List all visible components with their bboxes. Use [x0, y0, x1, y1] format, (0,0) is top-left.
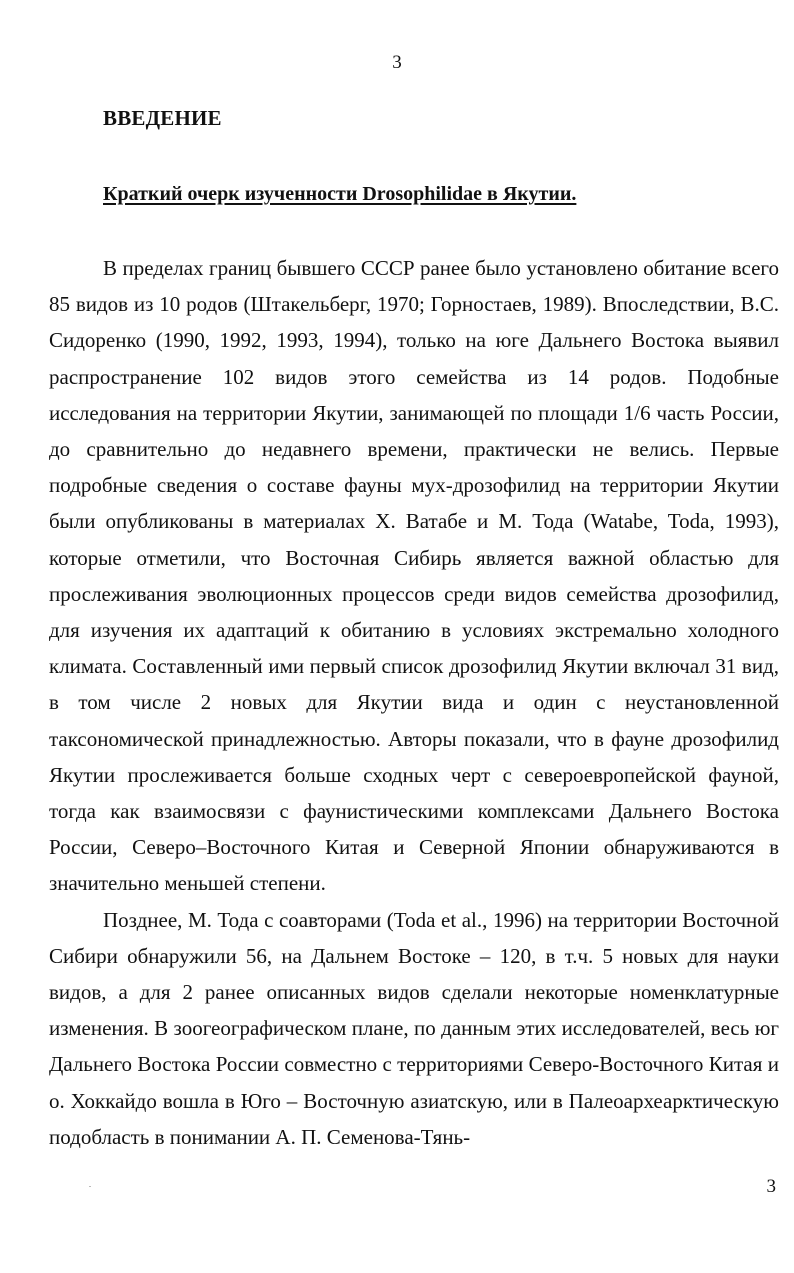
- paragraph-1: В пределах границ бывшего СССР ранее было установлено обитание всего 85 видов из 10 родов (Штакельберг, 1970; Горностаев, 1989). Впоследствии, В.С. Сидоренко (1990, 1992, 1993, 1994), только на юге Дальнего Востока выявил распространение 102 видов этого семейства из 14 родов. Подобные исследования на территории Якутии, занимающей по площади 1/6 часть России, до сравнительно до недавнего времени, практически не велись. Первые подробные сведения о составе фауны мух-дрозофилид на территории Якутии были опубликованы в материалах Х. Ватабе и М. Тода (Watabe, Toda, 1993), которые отметили, что Восточная Сибирь является важной областью для прослеживания эволюционных процессов среди видов семейства дрозофилид, для изучения их адаптаций к обитанию в условиях экстремально холодного климата. Составленный ими первый список дрозофилид Якутии включал 31 вид, в том числе 2 новых для Якутии вида и один с неустановленной таксономической принадлежностью. Авторы показали, что в фауне дрозофилид Якутии прослеживается больше сходных черт с североевропейской фауной, тогда как взаимосвязи с фаунистическими комплексами Дальнего Востока России, Северо–Восточного Китая и Северной Японии обнаруживаются в значительно меньшей степени.: [49, 256, 779, 896]
- scan-speck: [89, 1186, 91, 1187]
- body-text: [49, 250, 779, 1155]
- page-number-top: 3: [392, 52, 402, 73]
- paragraph-2: Позднее, М. Тода с соавторами (Toda et al., 1996) на территории Восточной Сибири обнаружили 56, на Дальнем Востоке – 120, в т.ч. 5 новых для науки видов, а для 2 ранее описанных видов сделали некоторые номенклатурные изменения. В зоогеографическом плане, по данным этих исследователей, весь юг Дальнего Востока России совместно с территориями Северо-Восточного Китая и о. Хоккайдо вошла в Юго – Восточную азиатскую, или в Палеоархеарктическую подобласть в понимании А. П. Семенова-Тянь-: [49, 907, 779, 1149]
- subsection-heading: Краткий очерк изученности Drosophilidae в Якутии.: [103, 183, 577, 205]
- section-heading: ВВЕДЕНИЕ: [103, 106, 222, 130]
- page-number-bottom: 3: [766, 1176, 776, 1197]
